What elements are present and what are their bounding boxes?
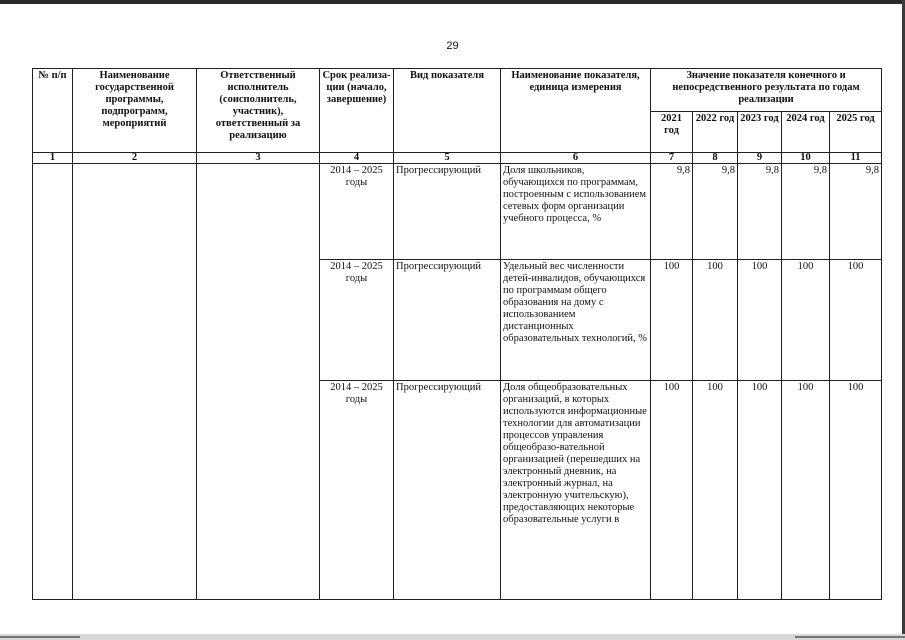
column-number: 6 <box>501 153 651 164</box>
header-year-2022: 2022 год <box>693 112 738 153</box>
header-program: Наименование государственной программы, подпрограмм, мероприятий <box>73 69 197 153</box>
header-year-2023: 2023 год <box>738 112 782 153</box>
cell-value-2021: 9,8 <box>651 164 693 260</box>
column-number: 5 <box>394 153 501 164</box>
cell-value-2023: 100 <box>738 381 782 600</box>
cell-executor-empty <box>197 164 320 600</box>
cell-indicator-name: Доля общеобразовательных организаций, в которых используются информационные технологии для автоматизации процессов управления общеобразо-вательной организацией (перешедших на электронный дневник, на электронный журнал, на электронную учительскую), предоставляющих некоторые образовательные услуги в <box>501 381 651 600</box>
column-number: 10 <box>782 153 830 164</box>
cell-term: 2014 – 2025 годы <box>320 260 394 381</box>
cell-term: 2014 – 2025 годы <box>320 381 394 600</box>
column-number: 1 <box>33 153 73 164</box>
table-row <box>33 164 882 260</box>
column-number: 4 <box>320 153 394 164</box>
header-row-main <box>33 69 882 112</box>
header-values-group: Значение показателя конечного и непосредственного результата по годам реализации <box>651 69 882 112</box>
cell-term: 2014 – 2025 годы <box>320 164 394 260</box>
cell-value-2022: 100 <box>693 260 738 381</box>
cell-value-2021: 100 <box>651 260 693 381</box>
header-indicator-name: Наименование показателя, единица измерения <box>501 69 651 153</box>
cell-value-2024: 100 <box>782 260 830 381</box>
header-executor: Ответственный исполнитель (соисполнитель, участник), ответственный за реализацию <box>197 69 320 153</box>
cell-value-2024: 9,8 <box>782 164 830 260</box>
header-year-2025: 2025 год <box>830 112 882 153</box>
cell-program-empty <box>73 164 197 600</box>
scan-edge-bottom <box>0 634 905 640</box>
column-number: 11 <box>830 153 882 164</box>
page-number: 29 <box>446 40 459 52</box>
column-number: 2 <box>73 153 197 164</box>
cell-value-2025: 100 <box>830 260 882 381</box>
cell-value-2025: 9,8 <box>830 164 882 260</box>
column-number: 3 <box>197 153 320 164</box>
column-numbers-row <box>33 153 882 164</box>
column-number: 9 <box>738 153 782 164</box>
cell-indicator-type: Прогрессирующий <box>394 381 501 600</box>
column-number: 8 <box>693 153 738 164</box>
cell-value-2023: 100 <box>738 260 782 381</box>
cell-value-2023: 9,8 <box>738 164 782 260</box>
cell-value-2025: 100 <box>830 381 882 600</box>
cell-indicator-name: Удельный вес численности детей-инвалидов, обучающихся по программам общего образования на дому с использованием дистанционных образовательных технологий, % <box>501 260 651 381</box>
column-number: 7 <box>651 153 693 164</box>
header-year-2021: 2021 год <box>651 112 693 153</box>
header-number: № п/п <box>33 69 73 153</box>
cell-value-2022: 100 <box>693 381 738 600</box>
header-indicator-type: Вид показателя <box>394 69 501 153</box>
scan-edge-top <box>0 0 905 4</box>
cell-indicator-type: Прогрессирующий <box>394 164 501 260</box>
cell-indicator-name: Доля школьников, обучающихся по программам, построенным с использованием сетевых форм организации учебного процесса, % <box>501 164 651 260</box>
indicator-table <box>32 68 882 600</box>
header-year-2024: 2024 год <box>782 112 830 153</box>
header-term: Срок реализа-ции (начало, завершение) <box>320 69 394 153</box>
cell-value-2021: 100 <box>651 381 693 600</box>
cell-value-2022: 9,8 <box>693 164 738 260</box>
cell-number-empty <box>33 164 73 600</box>
cell-value-2024: 100 <box>782 381 830 600</box>
cell-indicator-type: Прогрессирующий <box>394 260 501 381</box>
